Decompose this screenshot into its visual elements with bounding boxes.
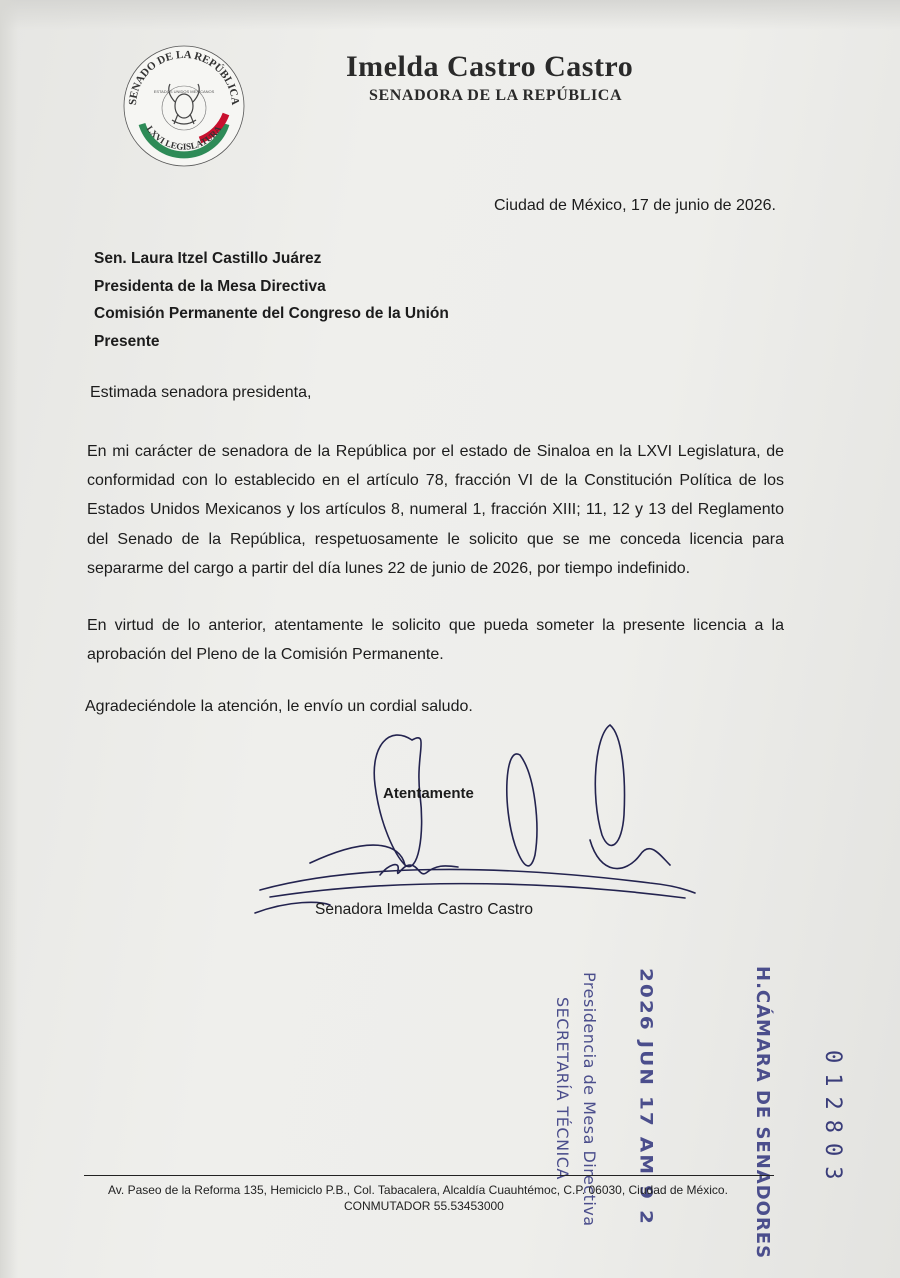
letterhead-title: SENADORA DE LA REPÚBLICA: [369, 87, 623, 104]
addressee-institution: Comisión Permanente del Congreso de la Unión: [94, 305, 449, 322]
stamp-camara: H.CÁMARA DE SENADORES: [752, 966, 773, 1260]
letterhead-name: Imelda Castro Castro: [346, 50, 634, 83]
addressee-name: Sen. Laura Itzel Castillo Juárez: [94, 250, 322, 267]
addressee-block: [94, 245, 449, 355]
closing-line: Agradeciéndole la atención, le envío un cordial saludo.: [85, 698, 473, 715]
footer-divider: [84, 1175, 774, 1176]
date-line: Ciudad de México, 17 de junio de 2026.: [494, 197, 776, 214]
folio-number: 012803: [820, 1050, 845, 1190]
page-shadow-top: [0, 0, 900, 30]
stamp-presidencia: Presidencia de Mesa Directiva: [580, 972, 599, 1227]
seal-bottom-text: LXVI LEGISLATURA: [144, 123, 224, 152]
atentamente-label: Atentamente: [383, 785, 474, 802]
senate-seal-icon: [122, 44, 246, 168]
body-paragraph-1: En mi carácter de senadora de la República por el estado de Sinaloa en la LXVI Legislatura, de conformidad con lo establecido en el artículo 78, fracción VI de la Constitución Política de los Estados Unidos Mexicanos y los artículos 8, numeral 1, fracción XIII; 11, 12 y 13 del Reglamento del Senado de la República, respetuosamente le solicito que se me conceda licencia para separarme del cargo a partir del día lunes 22 de junio de 2026, por tiempo indefinido.: [87, 443, 784, 577]
body-paragraph-2: En virtud de lo anterior, atentamente le solicito que pueda someter la presente licencia a la aprobación del Pleno de la Comisión Permanente.: [87, 617, 784, 664]
addressee-position: Presidenta de la Mesa Directiva: [94, 277, 326, 295]
seal-top-text: SENADO DE LA REPÚBLICA: [126, 48, 242, 106]
signer-name: Senadora Imelda Castro Castro: [315, 901, 533, 918]
addressee-presente: Presente: [94, 332, 160, 350]
footer-address: Av. Paseo de la Reforma 135, Hemiciclo P.B., Col. Tabacalera, Alcaldía Cuauhtémoc, C.P. 06030, Ciudad de México.: [108, 1183, 728, 1197]
stamp-date-time: 2026 JUN 17 AM 9 2: [636, 968, 657, 1226]
stamp-secretaria: SECRETARÍA TÉCNICA: [553, 997, 572, 1180]
salutation: Estimada senadora presidenta,: [90, 384, 312, 401]
seal-inner-text: ESTADOS UNIDOS MEXICANOS: [153, 89, 215, 94]
footer-phone: CONMUTADOR 55.53453000: [344, 1199, 504, 1213]
page-shadow-left: [0, 0, 18, 1278]
